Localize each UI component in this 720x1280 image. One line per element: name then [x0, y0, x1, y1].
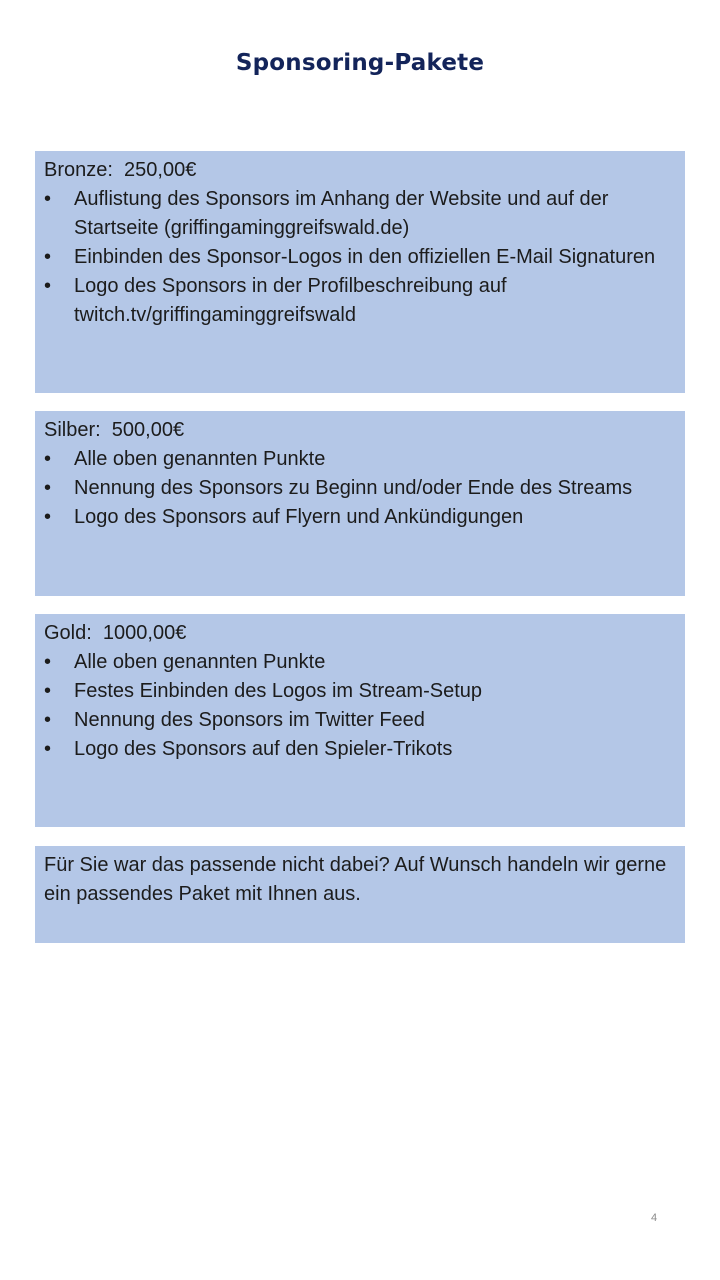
bullet-icon: • [44, 246, 52, 268]
list-item-text: Alle oben genannten Punkte [74, 448, 326, 470]
page-title: Sponsoring-Pakete [235, 50, 485, 76]
bullet-icon: • [44, 651, 52, 673]
list-item [44, 677, 677, 706]
package-silber [35, 411, 685, 596]
list-item [44, 445, 677, 474]
bullet-icon: • [44, 506, 52, 528]
list-item-text: Logo des Sponsors auf Flyern und Ankündigungen [74, 506, 524, 528]
list-item [44, 735, 677, 764]
list-item-text: Logo des Sponsors auf den Spieler-Trikots [74, 738, 453, 760]
bullet-icon: • [44, 738, 52, 760]
package-bronze [35, 151, 685, 393]
bullet-icon: • [44, 275, 52, 297]
list-item [44, 503, 677, 532]
list-item-text: Nennung des Sponsors zu Beginn und/oder Ende des Streams [74, 477, 633, 499]
package-gold [35, 614, 685, 827]
package-item-list [44, 648, 677, 764]
list-item [44, 185, 677, 243]
list-item [44, 272, 677, 330]
package-item-list [44, 185, 677, 330]
package-item-list [44, 445, 677, 532]
bullet-icon: • [44, 188, 52, 210]
list-item-text: Alle oben genannten Punkte [74, 651, 326, 673]
list-item [44, 474, 677, 503]
list-item-text: Auflistung des Sponsors im Anhang der Website und auf der Startseite (griffingaminggreifswald.de) [74, 188, 609, 239]
package-heading: Silber: 500,00€ [44, 419, 185, 441]
bullet-icon: • [44, 680, 52, 702]
list-item-text: Einbinden des Sponsor-Logos in den offiziellen E-Mail Signaturen [74, 246, 656, 268]
list-item [44, 243, 677, 272]
bullet-icon: • [44, 709, 52, 731]
note-text: Für Sie war das passende nicht dabei? Auf Wunsch handeln wir gerne ein passendes Paket mit Ihnen aus. [44, 854, 667, 905]
list-item-text: Nennung des Sponsors im Twitter Feed [74, 709, 425, 731]
list-item [44, 648, 677, 677]
bullet-icon: • [44, 448, 52, 470]
list-item-text: Festes Einbinden des Logos im Stream-Setup [74, 680, 482, 702]
bullet-icon: • [44, 477, 52, 499]
package-heading: Gold: 1000,00€ [44, 622, 187, 644]
custom-package-note [35, 846, 685, 943]
page-number: 4 [651, 1212, 658, 1224]
list-item-text: Logo des Sponsors in der Profilbeschreibung auf twitch.tv/griffingaminggreifswald [74, 275, 507, 326]
list-item [44, 706, 677, 735]
package-heading: Bronze: 250,00€ [44, 159, 197, 181]
